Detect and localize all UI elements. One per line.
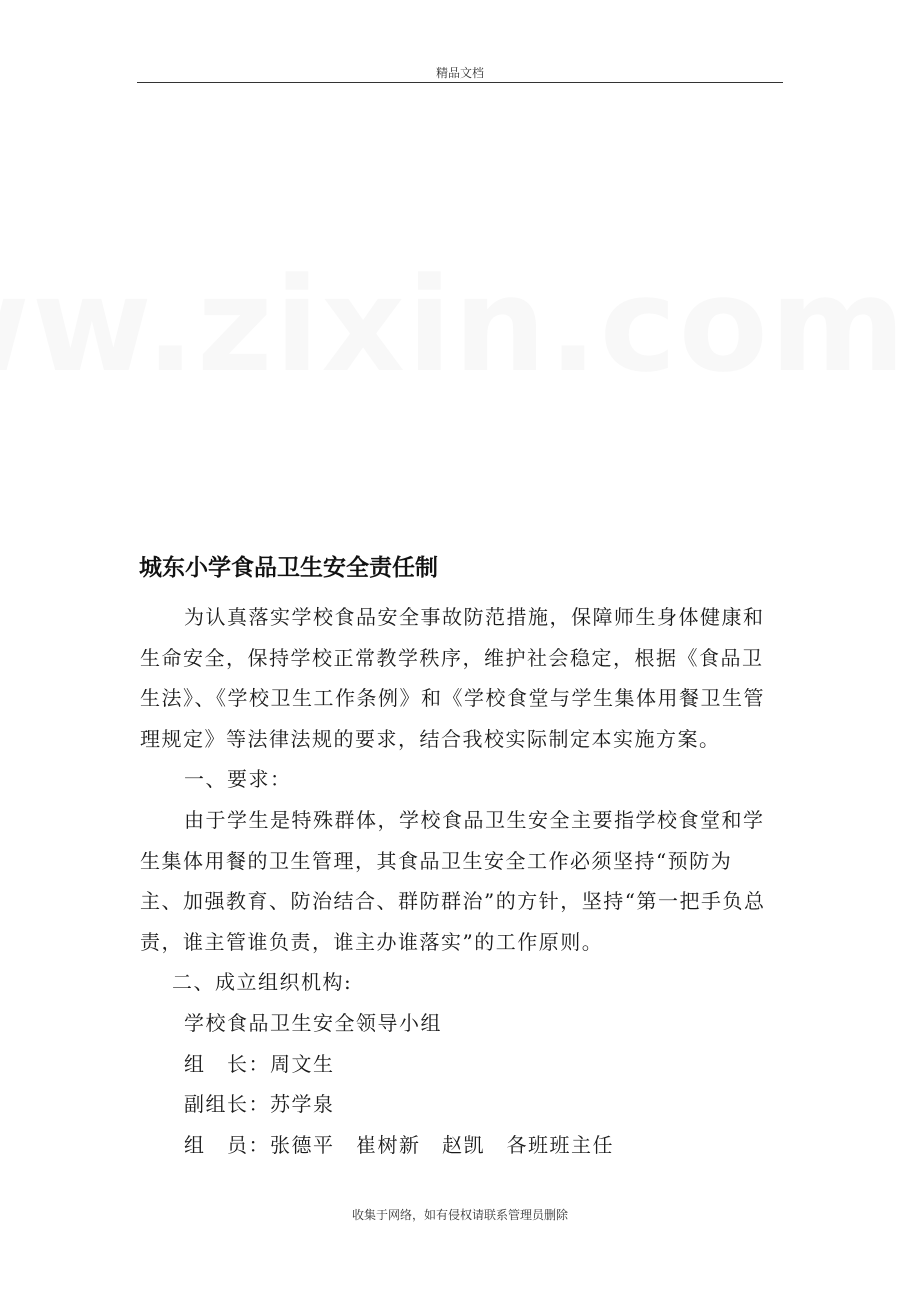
- leader-line: 组 长：周文生: [184, 1051, 335, 1076]
- section1-paragraph: 由于学生是特殊群体，学校食品卫生安全主要指学校食堂和学生集体用餐的卫生管理，其食品卫生安全工作必须坚持“预防为主、加强教育、防治结合、群防群治”的方针，坚持“第一把手负总责，谁主管谁负责，谁主办谁落实”的工作原则。: [140, 807, 766, 954]
- page-header: [137, 62, 783, 83]
- intro-paragraph: 为认真落实学校食品安全事故防范措施，保障师生身体健康和生命安全，保持学校正常教学秩序，维护社会稳定，根据《食品卫生法》、《学校卫生工作条例》和《学校食堂与学生集体用餐卫生管理规定》等法律法规的要求，结合我校实际制定本实施方案。: [140, 605, 765, 751]
- group-name: 学校食品卫生安全领导小组: [184, 1010, 442, 1035]
- watermark: [140, 135, 780, 515]
- section1-heading: 一、要求：: [184, 767, 292, 792]
- document-body: [140, 597, 770, 1165]
- section2-heading: 二、成立组织机构:: [172, 970, 353, 995]
- members-line: 组 员：张德平 崔树新 赵凯 各班班主任: [184, 1132, 614, 1157]
- page-footer: 收集于网络，如有侵权请联系管理员删除: [351, 1208, 568, 1222]
- header-text: 精品文档: [435, 66, 484, 80]
- document-title: 城东小学食品卫生安全责任制: [139, 555, 438, 581]
- deputy-leader-line: 副组长：苏学泉: [184, 1092, 335, 1117]
